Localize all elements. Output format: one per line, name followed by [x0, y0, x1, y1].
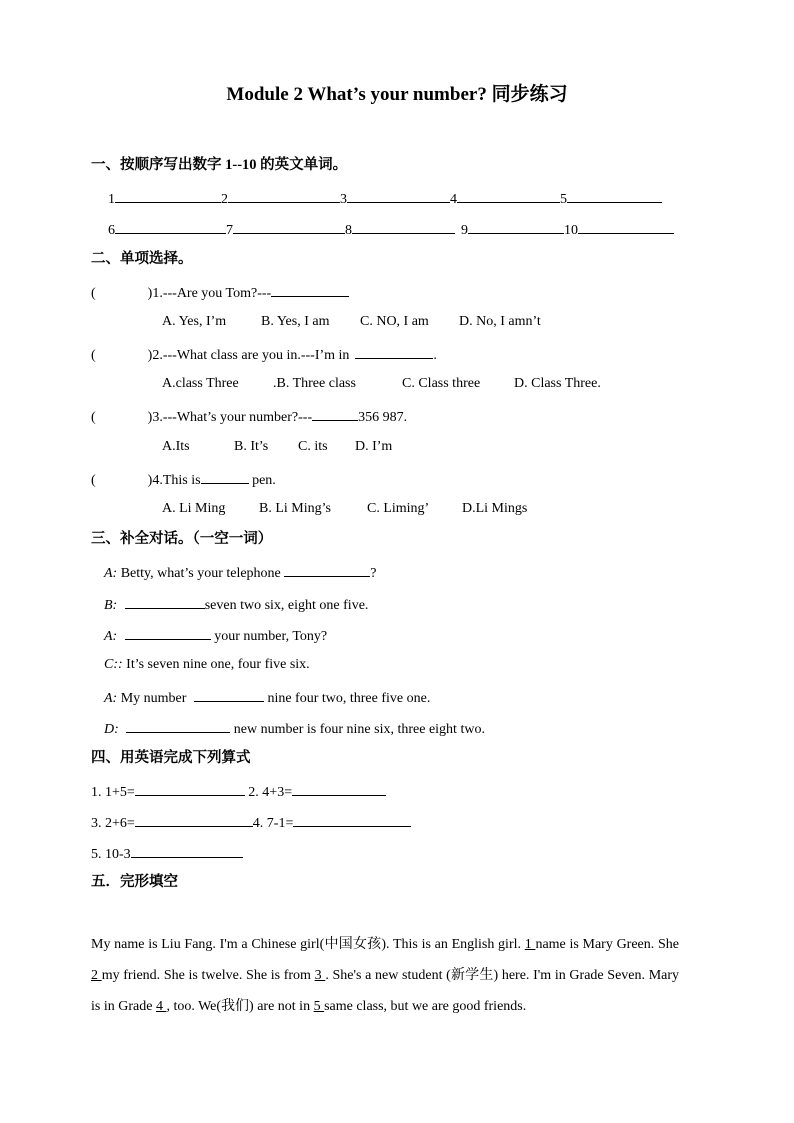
question-4 — [91, 469, 276, 490]
option-d: D.Li Mings — [462, 501, 528, 516]
question-2 — [91, 344, 437, 365]
option-c: C. NO, I am — [360, 314, 429, 329]
answer-blank — [125, 594, 205, 609]
question-stem: )4.This is — [147, 473, 201, 488]
num-label: 7 — [226, 223, 233, 238]
option-a: A. Li Ming — [162, 501, 226, 516]
cloze-blank-2: 2 — [91, 968, 102, 983]
section-2-heading: 二、单项选择。 — [91, 251, 193, 267]
num-label: 4 — [450, 192, 457, 207]
cloze-blank-3: 3 — [314, 968, 326, 983]
question-2-options — [162, 375, 601, 393]
math-item: 3. 2+6= — [91, 816, 135, 831]
section-4-heading: 四、用英语完成下列算式 — [91, 750, 251, 766]
dialogue-line-2 — [104, 594, 368, 615]
question-3-options — [162, 438, 392, 456]
dialogue-line-3 — [104, 625, 327, 646]
speaker: A: — [104, 691, 118, 706]
dialogue-text: Betty, what’s your telephone — [117, 566, 285, 581]
math-item: 5. 10-3 — [91, 847, 131, 862]
dialogue-line-6 — [104, 718, 485, 739]
passage-text: , too. We(我们) are not in — [166, 999, 314, 1014]
dialogue-line-5 — [104, 687, 430, 708]
passage-text: . She's a new student (新学生) here. I'm in Grade Seven. Mary is in Grade — [91, 968, 680, 1014]
section-3-heading: 三、补全对话。（一空一词） — [91, 531, 273, 547]
question-1 — [91, 282, 349, 303]
question-1-options — [162, 313, 541, 331]
passage-text: My name is Liu Fang. I'm a Chinese girl(中国女孩). This is an English girl. — [91, 937, 525, 952]
num-label: 3 — [340, 192, 347, 207]
answer-blank — [457, 188, 560, 203]
section-5-heading: 五．完形填空 — [91, 874, 178, 890]
option-d: D. I’m — [355, 439, 393, 454]
answer-blank — [293, 812, 411, 827]
answer-blank — [126, 718, 230, 733]
option-c: C. Class three — [402, 376, 481, 391]
option-c: C. Liming’ — [367, 501, 430, 516]
math-item: 2. 4+3= — [244, 785, 293, 800]
question-end: pen. — [248, 473, 276, 488]
dialogue-text: ? — [370, 566, 377, 581]
answer-blank — [312, 406, 358, 421]
num-label: 6 — [108, 223, 115, 238]
question-3 — [91, 406, 407, 427]
dialogue-text — [119, 722, 123, 737]
option-b: B. It’s — [234, 439, 269, 454]
math-row-3 — [91, 843, 243, 864]
option-b: B. Yes, I am — [261, 314, 330, 329]
dialogue-text: new number is four nine six, three eight two. — [230, 722, 485, 737]
page-title: Module 2 What’s your number? 同步练习 — [226, 84, 568, 105]
question-end: 356 987. — [358, 410, 408, 425]
dialogue-text: It’s seven nine one, four five six. — [122, 657, 310, 672]
answer-blank — [292, 781, 386, 796]
dialogue-line-4 — [104, 656, 310, 674]
math-item: 1. 1+5= — [91, 785, 135, 800]
answer-blank — [347, 188, 450, 203]
dialogue-text — [117, 629, 121, 644]
option-a: A. Yes, I’m — [162, 314, 227, 329]
math-row-1 — [91, 781, 386, 802]
answer-blank — [355, 344, 433, 359]
num-label: 2 — [221, 192, 228, 207]
option-c: C. its — [298, 439, 328, 454]
number-row-1 — [108, 188, 662, 209]
dialogue-text — [117, 598, 121, 613]
answer-blank — [578, 219, 674, 234]
dialogue-text: your number, Tony? — [210, 629, 328, 644]
num-label: 10 — [564, 223, 578, 238]
answer-paren: ( — [91, 410, 96, 425]
dialogue-text: seven two six, eight one five. — [204, 598, 369, 613]
speaker: B: — [104, 598, 118, 613]
answer-blank — [135, 781, 245, 796]
speaker: C:: — [104, 657, 123, 672]
speaker: A: — [104, 629, 118, 644]
answer-blank — [201, 469, 249, 484]
answer-paren: ( — [91, 348, 96, 363]
question-end: . — [433, 348, 437, 363]
passage-text: name is Mary Green. She — [535, 937, 679, 952]
num-label: 5 — [560, 192, 567, 207]
answer-blank — [352, 219, 455, 234]
answer-blank — [228, 188, 340, 203]
answer-paren: ( — [91, 473, 96, 488]
answer-blank — [284, 562, 370, 577]
cloze-passage — [91, 929, 679, 1022]
question-stem: )2.---What class are you in.---I’m in — [147, 348, 350, 363]
answer-blank — [194, 687, 264, 702]
question-stem: )1.---Are you Tom?--- — [147, 286, 272, 301]
number-row-2 — [108, 219, 674, 240]
question-stem: )3.---What’s your number?--- — [147, 410, 313, 425]
answer-blank — [468, 219, 564, 234]
option-a: A.class Three — [162, 376, 239, 391]
num-label: 1 — [108, 192, 115, 207]
answer-paren: ( — [91, 286, 96, 301]
answer-blank — [131, 843, 243, 858]
cloze-blank-1: 1 — [524, 937, 536, 952]
speaker: D: — [104, 722, 119, 737]
answer-blank — [125, 625, 211, 640]
answer-blank — [233, 219, 345, 234]
math-item: 4. 7-1= — [252, 816, 294, 831]
cloze-blank-5: 5 — [313, 999, 325, 1014]
answer-blank — [271, 282, 349, 297]
option-b: B. Li Ming’s — [259, 501, 331, 516]
passage-text: same class, but we are good friends. — [324, 999, 527, 1014]
option-a: A.Its — [162, 439, 190, 454]
answer-blank — [115, 219, 226, 234]
dialogue-line-1 — [104, 562, 377, 583]
speaker: A: — [104, 566, 118, 581]
dialogue-text: nine four two, three five one. — [263, 691, 431, 706]
answer-blank — [567, 188, 662, 203]
option-d: D. No, I amn’t — [459, 314, 541, 329]
answer-blank — [135, 812, 253, 827]
num-label: 9 — [461, 223, 468, 238]
option-d: D. Class Three. — [514, 376, 601, 391]
question-4-options — [162, 500, 527, 518]
answer-blank — [115, 188, 221, 203]
math-row-2 — [91, 812, 411, 833]
cloze-blank-4: 4 — [155, 999, 167, 1014]
num-label: 8 — [345, 223, 352, 238]
dialogue-text: My number — [117, 691, 190, 706]
passage-text: my friend. She is twelve. She is from — [101, 968, 315, 983]
option-b: .B. Three class — [273, 376, 356, 391]
section-1-heading: 一、按顺序写出数字 1--10 的英文单词。 — [91, 157, 348, 173]
